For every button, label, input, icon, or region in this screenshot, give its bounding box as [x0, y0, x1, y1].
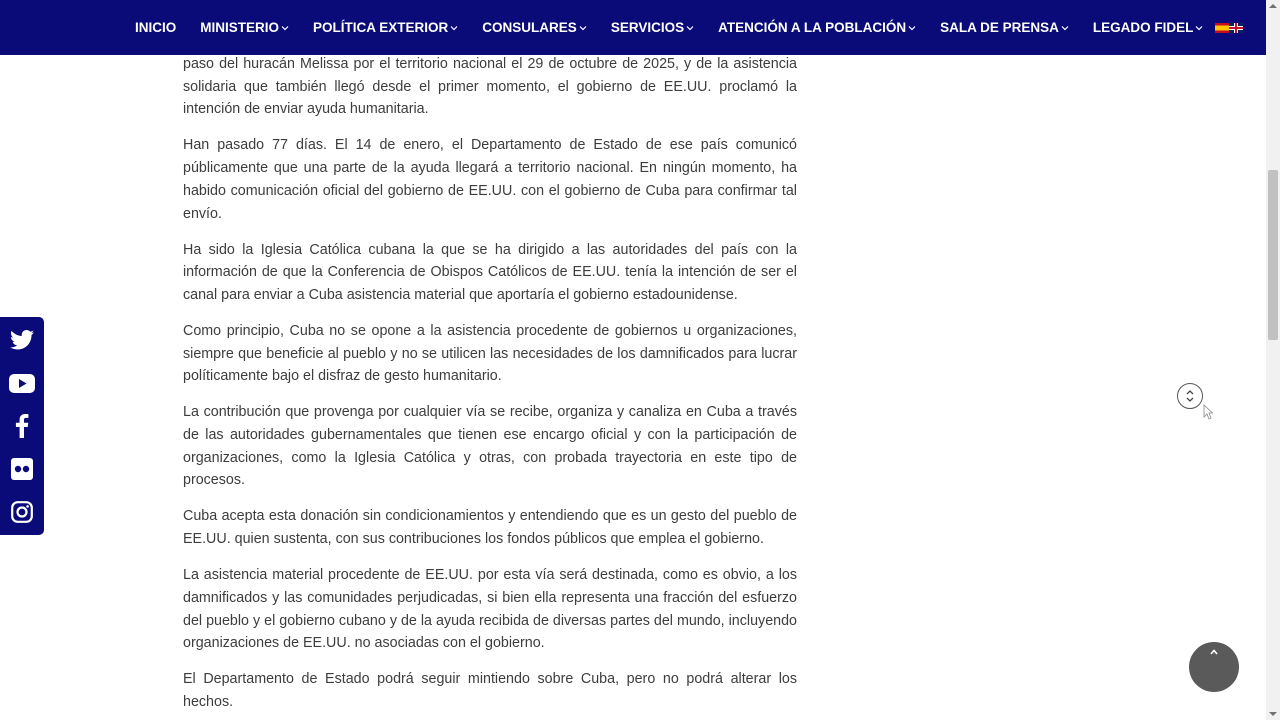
chevron-down-icon	[1195, 25, 1203, 31]
top-navbar	[0, 0, 1266, 55]
article-paragraph: La asistencia material procedente de EE.UU. por esta vía será destinada, como es obvio, a los damnificados y las comunidades perjudicadas, si bien ella representa una fracción del esfuerzo del pueblo y el gobierno cubano y de la ayuda recibida de diversas partes del mundo, incluyendo organizaciones de EE.UU. no asociadas con el gobierno.	[183, 567, 797, 652]
article-paragraph: Ha sido la Iglesia Católica cubana la que se ha dirigido a las autoridades del país con la información de que la Conferencia de Obispos Católicos de EE.UU. tenía la intención de ser el canal para enviar a Cuba asistencia material que aportaría el gobierno estadounidense.	[183, 241, 797, 303]
scroll-up-arrow-icon[interactable]	[1269, 3, 1277, 9]
nav-item-label: POLÍTICA EXTERIOR	[313, 20, 449, 35]
facebook-icon	[15, 414, 29, 438]
nav-item-label: ATENCIÓN A LA POBLACIÓN	[718, 20, 907, 35]
twitter-icon	[10, 330, 34, 350]
nav-item-politica-exterior[interactable]	[313, 20, 458, 35]
nav-item-label: INICIO	[135, 20, 177, 35]
scroll-down-arrow-icon[interactable]	[1269, 711, 1277, 717]
back-to-top-button[interactable]	[1189, 642, 1239, 692]
chevron-up-icon	[1208, 642, 1220, 662]
nav-menu	[135, 0, 1243, 55]
autoscroll-indicator	[1177, 383, 1203, 409]
nav-item-label: CONSULARES	[482, 20, 577, 35]
article-paragraph: Como principio, Cuba no se opone a la asistencia procedente de gobiernos u organizaciones, siempre que beneficie al pueblo y no se utilicen las necesidades de los damnificados para lucrar políticamente bajo el disfraz de gesto humanitario.	[183, 322, 797, 385]
page-scrollbar[interactable]	[1266, 0, 1280, 720]
nav-item-sala-prensa[interactable]	[940, 20, 1069, 35]
article-paragraph: paso del huracán Melissa por el territorio nacional el 29 de octubre de 2025, y de la asistencia solidaria que también llegó desde el primer momento, el gobierno de EE.UU. proclamó la intención de enviar ayuda humanitaria.	[183, 56, 797, 118]
flickr-icon	[11, 458, 33, 480]
nav-item-label: MINISTERIO	[200, 20, 280, 35]
article-paragraph: Han pasado 77 días. El 14 de enero, el Departamento de Estado de ese país comunicó públicamente que una parte de la ayuda llegará a territorio nacional. En ningún momento, ha habido comunicación oficial del gobierno de EE.UU. con el gobierno de Cuba para confirmar tal envío.	[183, 137, 797, 222]
language-switcher	[1215, 23, 1243, 33]
chevron-down-icon	[686, 25, 694, 31]
facebook-link[interactable]	[0, 406, 44, 446]
flickr-link[interactable]	[0, 449, 44, 489]
english-flag-icon[interactable]	[1229, 23, 1243, 33]
autoscroll-arrows-icon	[1185, 388, 1195, 404]
article-body	[183, 53, 797, 727]
chevron-down-icon	[450, 25, 458, 31]
article-paragraph: El Departamento de Estado podrá seguir mintiendo sobre Cuba, pero no podrá alterar los hechos.	[183, 671, 797, 710]
chevron-down-icon	[579, 25, 587, 31]
nav-item-ministerio[interactable]	[200, 20, 289, 35]
mouse-cursor-icon	[1203, 404, 1213, 420]
instagram-icon	[11, 501, 33, 523]
nav-item-consulares[interactable]	[482, 20, 587, 35]
youtube-icon	[9, 374, 35, 393]
chevron-down-icon	[1061, 25, 1069, 31]
nav-item-inicio[interactable]	[135, 20, 176, 35]
twitter-link[interactable]	[0, 320, 44, 360]
youtube-link[interactable]	[0, 363, 44, 403]
chevron-down-icon	[281, 25, 289, 31]
nav-item-label: LEGADO FIDEL	[1092, 20, 1194, 35]
nav-item-atencion-poblacion[interactable]	[718, 20, 916, 35]
nav-item-label: SERVICIOS	[610, 20, 685, 35]
social-sidebar	[0, 317, 44, 535]
nav-item-servicios[interactable]	[611, 20, 694, 35]
nav-item-legado-fidel[interactable]	[1093, 20, 1204, 35]
article-paragraph: La contribución que provenga por cualquier vía se recibe, organiza y canaliza en Cuba a través de las autoridades gubernamentales que tienen ese encargo oficial y con la participación de organizaciones, como la Iglesia Católica y otras, con probada trayectoria en este tipo de procesos.	[183, 404, 797, 489]
scrollbar-thumb[interactable]	[1268, 170, 1278, 340]
article-paragraph: Cuba acepta esta donación sin condicionamientos y entendiendo que es un gesto del pueblo de EE.UU. quien sustenta, con sus contribuciones los fondos públicos que emplea el gobierno.	[183, 508, 797, 548]
spanish-flag-icon[interactable]	[1215, 23, 1229, 33]
chevron-down-icon	[908, 25, 916, 31]
instagram-link[interactable]	[0, 492, 44, 532]
nav-item-label: SALA DE PRENSA	[940, 20, 1059, 35]
